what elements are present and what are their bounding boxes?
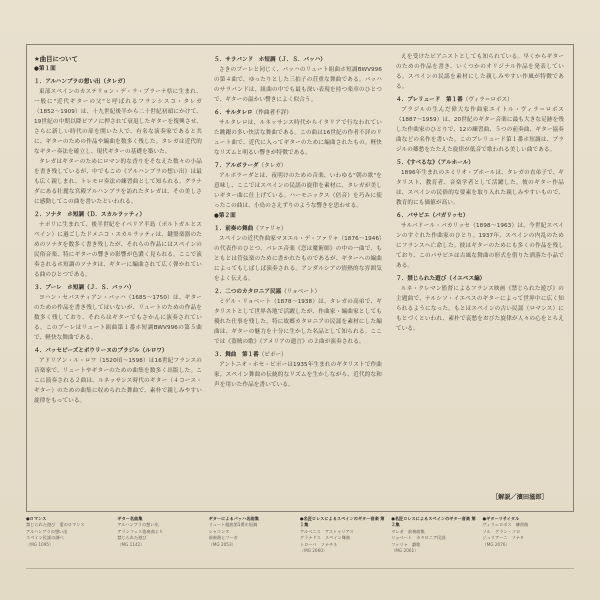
catalog-item — [26, 516, 117, 564]
commentary-paragraph: アントニオ・ホセ・ピポーは1935年生まれのギタリストで作曲家。スペイン舞曲の伝統的なリズムを生かしながら、近代的な和声を用いた作品を書いている。 — [214, 362, 382, 388]
track-title — [34, 346, 202, 356]
catalog-item — [300, 516, 391, 564]
track-title — [214, 287, 382, 297]
catalog-line: ヴィラ＝ロボス 練習曲 — [482, 522, 529, 528]
track-title — [396, 211, 564, 221]
catalog-title: ギター名曲集 — [117, 516, 143, 521]
catalog-line: 禁じられた遊び 愛のロマンス — [26, 522, 85, 528]
catalog-title: ●名匠ロレスによるスペインのギター音楽 第１集 — [299, 516, 385, 528]
commentary-paragraph: さきのブーレと同じく、バッハのリュート組曲ホ短調BWV996の第４曲で、ゆったりとした三拍子の荘重な舞曲である。バッハのサラバンドは、組曲の中でも最も深い表現を持つ楽章のひとつで、ギターの温かい響きによく似合う。 — [214, 67, 382, 103]
catalog-item — [482, 516, 573, 564]
catalog-code: （MG 1142） — [117, 541, 145, 547]
catalog-line: リュート組曲第1番ホ短調 — [208, 522, 258, 528]
track-composer: （タレガ） — [258, 163, 287, 169]
track-title — [396, 95, 564, 105]
track-title — [214, 161, 382, 171]
catalog-code: （MG 2076） — [482, 541, 510, 547]
track-name: ４．プレリュード 第１番 — [396, 97, 463, 103]
track-composer: （ヴィラ＝ロボス） — [462, 97, 513, 103]
track-title — [214, 55, 382, 65]
track-name: ５．サラバンド ホ短調（Ｊ．Ｓ．バッハ） — [214, 57, 326, 63]
track-name: ３．舞曲 第１番 — [214, 352, 259, 358]
catalog-title: ●名匠ロレスによるスペインのギター音楽 第２集 — [391, 516, 476, 528]
catalog-line: タレガ 前奏曲集 — [391, 528, 425, 534]
track-title — [396, 274, 564, 284]
track-name: １．アルハンブラの想い出（タレガ） — [34, 79, 129, 85]
commentary-paragraph: スペインの近代作曲家マヌエル・デ・ファリャ（1876〜1946）の代表作のひとつ、バレエ音楽《恋は魔術師》の中の一曲で、もともとは管弦楽のために書かれたものであるが、ギターへの編曲によってもしばしば演奏される。アンダルシアの情熱的な雰囲気をよく伝える。 — [214, 236, 382, 282]
track-composer: （リョベート） — [281, 289, 321, 295]
catalog-line: 前奏曲とフーガ — [208, 535, 238, 541]
catalog-line: グラナドス スペイン舞曲 — [299, 535, 351, 541]
commentary-paragraph: サルタレロは、ルネッサンス時代からイタリアで行なわれていた跳躍の多い快活な舞曲である。この曲は16世紀の作者不詳のリュート曲で、近代に入ってギターのために編曲されたもの。軽快なリズムと明るい響きが特徴である。 — [214, 120, 382, 156]
catalog-item — [117, 516, 208, 564]
catalog-code: （MG 2060） — [299, 548, 328, 554]
track-composer: （ピポー） — [258, 352, 287, 358]
section-heading: ★曲目について — [34, 55, 78, 63]
catalog-title: ●ギターリサイタル — [482, 516, 520, 521]
commentary-paragraph: 1896年生まれのエミリオ・プホールは、タレガの直弟子で、ギタリスト、教育者、音楽学者として活躍した。彼のギター作品は、スペインの民俗的な要素を取り入れた親しみやすいもので、教育的にも価値が高い。 — [396, 170, 564, 206]
catalog-line: ファリャ 讃歌 — [391, 541, 421, 547]
bottom-rule — [26, 568, 574, 569]
commentary-paragraph: アドリアン・ル・ロワ（1520頃〜1598）は16世紀フランスの音楽家で、リュートやギターのための曲集を数多く出版した。ここに演奏される２曲は、ルネッサンス時代のギター（４コース・ギター）のための曲集に収められた舞曲で、素朴で親しみやすい旋律をもっている。 — [34, 358, 202, 404]
commentary-paragraph: アルボラーダとは、夜明けのための音楽、いわゆる"朝の歌"を意味し、ここではスペインの民謡の旋律を素材に、タレガが美しいギター曲に仕上げている。ハーモニックス（倍音）を巧みに使ったこの曲は、小鳥のさえずりのような響きを思わせる。 — [214, 173, 382, 209]
catalog-strip — [26, 516, 574, 564]
catalog-code: （MG 1095） — [26, 541, 54, 547]
track-name: ６．パサピエ（パガリッセ） — [396, 213, 469, 219]
track-title — [396, 158, 564, 168]
commentary-paragraph: 東部スペインのカステリョン・デ・ラ・プラーナ県に生まれ、一般に"近代ギターの父"と呼ばれるフランシスコ・タレガ（1852〜1909）は、十九世紀後半から二十世紀初頭にかけて、19世紀の中期以降ピアノに押されて衰退したギターを復興させ、さらに新しい時代の扉を開いた人で、有名な演奏家であると共に、ギターのための作品や編曲を数多く残した。タレガは近代的なギター奏法を確立し、現代ギターの基礎を築いた。 — [34, 89, 202, 155]
commentary-paragraph: ミゲル・リョベート（1878〜1938）は、タレガの高弟で、ギタリストとして世界各地で活躍したが、作曲家・編曲家としても優れた仕事を残した。特に故郷カタロニアの民謡を素材にした編曲は、ギターの魅力を十分に生かした名品として知られる。ここでは《盗賊の歌》《アメリアの遺言》の２曲が演奏される。 — [214, 299, 382, 345]
track-name: ２．ソナタ ホ短調（Ｄ．スカルラッティ） — [34, 212, 146, 218]
track-composer: （作曲者不詳） — [252, 110, 292, 116]
catalog-item — [209, 516, 300, 564]
catalog-code: （MG 2061） — [391, 548, 419, 554]
track-title — [214, 108, 382, 118]
catalog-title: ●ロマンス — [26, 516, 47, 521]
catalog-line: アルベニス アストゥリアス — [299, 528, 354, 534]
commentary-paragraph: ナポリに生まれて、後半世紀をイベリア半島（ポルトガルとスペイン）に過ごしたドメニコ・スカルラッティは、鍵盤楽器のためのソナタを数多く書き残したが、それらの作品にはスペインの民俗音楽、特にギターの響きの影響が色濃く見られる。ここで演奏されるホ短調のソナタは、ギターに編曲されて広く弾かれている曲のひとつである。 — [34, 222, 202, 278]
catalog-line: スペイン民謡の調べ — [26, 535, 64, 541]
track-title — [34, 283, 202, 293]
catalog-title: ギターによるバッハ名曲集 — [208, 516, 259, 521]
commentary-paragraph: えを受けたピアニストとしても知られている。早くからギターのための作品を書き、いくつかのオリジナル作品を発表している。スペインの民謡を素材にした親しみやすい作風が特徴である。 — [396, 54, 564, 90]
text-column-1 — [34, 52, 202, 502]
catalog-line: アランフェス協奏曲より — [117, 528, 164, 534]
catalog-line: ソル グラン・ソロ — [482, 528, 521, 534]
commentary-paragraph: ルネ・クレマン監督によるフランス映画《禁じられた遊び》の主題曲で、ナルシソ・イエペスのギターによって世界中に広く知られるようになった。もとはスペインの古い民謡（ロマンス）にもとづくといわれ、素朴で哀愁をおびた旋律が人々の心をとらえている。 — [396, 286, 564, 332]
track-name: ５．《すべるな》（アルホール） — [396, 160, 474, 166]
commentary-paragraph: ブラジルの生んだ偉大な作曲家エイトル・ヴィラ＝ロボス（1887〜1959）は、20世紀のギター音楽に最も大きな足跡を残した作曲家のひとりで、12の練習曲、５つの前奏曲、ギター協奏曲などの名作を書いた。このプレリュード第１番ホ短調は、ブラジルの郷愁をたたえた旋律が低音で歌われる美しい曲である。 — [396, 107, 564, 153]
catalog-line: トローバ ソナチネ — [299, 541, 338, 547]
track-name: ６．サルタレロ — [214, 110, 253, 116]
text-column-3 — [396, 52, 564, 502]
commentary-paragraph: ヨハン・セバスティアン・バッハ（1685〜1750）は、ギターのための作品を書き残してはいないが、リュートのための作品を数多く残しており、それらはギターでもさかんに演奏されている。このブーレはリュート組曲第１番ホ短調BWV996の第５曲で、軽快な舞曲である。 — [34, 295, 202, 341]
catalog-line: アルハンブラの想い出 — [26, 528, 68, 534]
text-column-2 — [214, 52, 382, 502]
commentary-paragraph: サルバドール・バカリッセ（1898〜1963）は、今世紀スペインのすぐれた作曲家のひとり。1937年、スペインの内乱のためにフランスへ亡命した。彼はギターのためにも多くの作品を残しており、このパサピエは古風な舞曲の形式を借りた洒落た小品である。 — [396, 223, 564, 269]
catalog-line: 禁じられた遊び — [117, 535, 147, 541]
track-title — [34, 210, 202, 220]
track-composer: （ファリャ） — [253, 226, 287, 232]
catalog-code: （MG 2053） — [208, 541, 236, 547]
track-name: ７．アルボラーダ — [214, 163, 259, 169]
track-name: ４．パッセピーズとボウリーヌのブラジル（ルロワ） — [34, 348, 168, 354]
commentary-paragraph: タレガはギターのためにロマン的な香りをそなえた数々の小品を書き残しているが、中でもこの《アルハンブラの想い出》は最も広く親しまれ、トレモロ奏法の練習曲として知られる。グラナダにある壮麗な宮殿アルハンブラを訪れたタレガは、その美しさに感動してこの曲を書いたといわれる。 — [34, 159, 202, 205]
catalog-item — [391, 516, 482, 564]
commentary-credit: ［解説／濱田滋郎］ — [492, 494, 548, 501]
side-label: ●第２面 — [214, 213, 236, 219]
track-name: ２．二つのカタロニア民謡 — [214, 289, 282, 295]
side-label: ●第１面 — [34, 66, 56, 72]
track-title — [34, 77, 202, 87]
track-name: ３．ブーレ ホ短調（Ｊ．Ｓ．バッハ） — [34, 285, 135, 291]
catalog-line: ジュリアーニ ソナタ — [482, 535, 524, 541]
track-name: ７．禁じられた遊び（イエペス編） — [396, 276, 486, 282]
track-name: １．前奏の舞曲 — [214, 226, 254, 232]
track-title — [214, 350, 382, 360]
catalog-line: シャコンヌ — [208, 528, 230, 534]
catalog-line: リョベート カタロニア民謡 — [391, 535, 446, 541]
track-title — [214, 224, 382, 234]
catalog-line: アルハンブラの想い出 — [117, 522, 159, 528]
